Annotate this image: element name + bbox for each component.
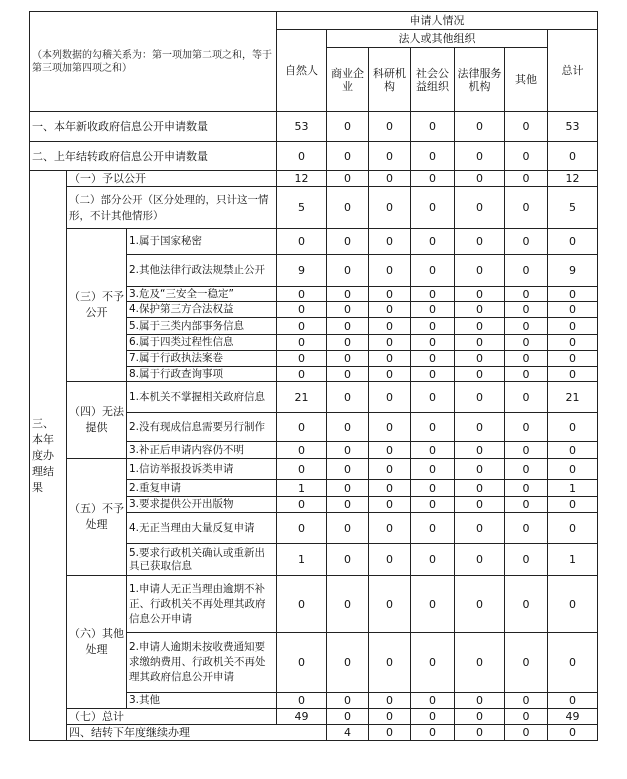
table-cell: 0 [369,413,411,442]
table-cell: 0 [327,442,369,459]
table-cell: 12 [277,171,327,187]
table-cell: 0 [505,480,548,497]
table-cell: 1 [548,544,598,576]
table-cell: 0 [411,351,455,367]
table-cell: 0 [505,576,548,633]
row-label: 3.其他 [127,693,277,709]
table-cell: 0 [411,187,455,229]
group-label: （五）不予处理 [67,459,127,576]
table-cell: 0 [327,171,369,187]
table-cell: 0 [505,544,548,576]
table-cell: 0 [277,302,327,318]
table-cell: 0 [277,335,327,351]
table-cell: 0 [369,709,411,725]
table-cell: 0 [369,382,411,413]
table-cell: 0 [369,351,411,367]
table-row [30,459,598,480]
table-cell: 0 [277,367,327,382]
table-cell: 0 [411,382,455,413]
table-cell: 49 [548,709,598,725]
table-cell: 0 [455,413,505,442]
table-cell: 0 [277,413,327,442]
row-label: （七）总计 [67,709,277,725]
table-cell: 0 [369,287,411,302]
table-cell: 0 [411,693,455,709]
table-cell: 0 [548,725,598,741]
row-label: 1.本机关不掌握相关政府信息 [127,382,277,413]
table-cell: 0 [505,633,548,693]
table-cell: 0 [327,318,369,335]
table-cell: 0 [327,413,369,442]
table-cell: 0 [411,413,455,442]
table-cell: 0 [548,302,598,318]
table-cell: 0 [411,544,455,576]
table-cell: 1 [277,480,327,497]
table-cell: 0 [327,576,369,633]
row-label: 一、本年新收政府信息公开申请数量 [30,112,277,142]
table-cell: 0 [548,351,598,367]
legal-org-header: 法人或其他组织 [327,30,548,48]
table-cell: 0 [369,497,411,513]
group-label: （四）无法提供 [67,382,127,459]
table-cell: 0 [411,112,455,142]
row-label: 1.信访举报投诉类申请 [127,459,277,480]
row-label: 二、上年结转政府信息公开申请数量 [30,142,277,171]
table-row [30,112,598,142]
table-cell: 0 [455,112,505,142]
table-cell: 0 [327,480,369,497]
table-cell: 0 [369,725,411,741]
table-cell: 53 [548,112,598,142]
table-row [30,229,598,255]
table-cell: 0 [505,693,548,709]
table-cell: 0 [327,693,369,709]
table-cell: 0 [277,693,327,709]
table-cell: 0 [369,229,411,255]
table-row [30,725,598,741]
table-cell: 0 [277,142,327,171]
table-cell: 0 [411,335,455,351]
row-label: 3.危及“三安全一稳定” [127,287,277,302]
table-cell: 0 [411,497,455,513]
table-cell: 0 [455,513,505,544]
table-cell: 0 [327,229,369,255]
table-cell: 0 [277,229,327,255]
table-cell: 0 [327,112,369,142]
table-cell: 0 [548,229,598,255]
row-label: 8.属于行政查询事项 [127,367,277,382]
table-cell: 0 [548,367,598,382]
table-cell: 0 [327,287,369,302]
table-cell: 0 [505,351,548,367]
table-cell: 0 [455,302,505,318]
table-row [30,709,598,725]
table-cell: 0 [505,318,548,335]
table-cell: 0 [505,335,548,351]
table-cell: 0 [455,576,505,633]
table-cell: 0 [369,302,411,318]
table-cell: 0 [455,442,505,459]
table-cell: 0 [411,576,455,633]
table-cell: 0 [369,112,411,142]
table-cell: 0 [548,633,598,693]
table-cell: 0 [277,442,327,459]
table-cell: 0 [455,693,505,709]
table-cell: 0 [505,287,548,302]
table-cell: 0 [369,459,411,480]
table-cell: 0 [505,413,548,442]
table-cell: 0 [548,287,598,302]
table-cell: 0 [369,633,411,693]
table-cell: 0 [455,459,505,480]
social-welfare-header: 社会公益组织 [411,48,455,112]
table-cell: 0 [505,255,548,287]
table-cell: 0 [548,413,598,442]
legal-service-header: 法律服务机构 [455,48,505,112]
row-label: 4.无正当理由大量反复申请 [127,513,277,544]
table-cell: 9 [548,255,598,287]
table-cell: 0 [369,171,411,187]
table-cell: 0 [411,442,455,459]
row-label: 四、结转下年度继续办理 [67,725,327,741]
table-cell: 12 [548,171,598,187]
table-cell: 0 [411,725,455,741]
information-disclosure-table [29,11,598,741]
relationship-note: （本列数据的勾稽关系为：第一项加第二项之和，等于第三项加第四项之和） [30,12,277,112]
table-cell: 0 [455,497,505,513]
natural-person-header: 自然人 [277,30,327,112]
table-row [30,576,598,633]
table-cell: 53 [277,112,327,142]
table-cell: 0 [327,255,369,287]
table-cell: 4 [327,725,369,741]
table-cell: 0 [548,335,598,351]
table-cell: 0 [548,442,598,459]
table-cell: 5 [548,187,598,229]
row-label: 6.属于四类过程性信息 [127,335,277,351]
table-cell: 0 [455,142,505,171]
table-cell: 0 [548,576,598,633]
table-cell: 0 [455,287,505,302]
table-cell: 0 [505,459,548,480]
row-label: 1.申请人无正当理由逾期不补正、行政机关不再处理其政府信息公开申请 [127,576,277,633]
table-cell: 0 [411,633,455,693]
table-cell: 0 [277,633,327,693]
table-cell: 0 [411,709,455,725]
total-header: 总计 [548,30,598,112]
table-cell: 0 [369,480,411,497]
row-label: 1.属于国家秘密 [127,229,277,255]
row-label: （二）部分公开（区分处理的，只计这一情形，不计其他情形） [67,187,277,229]
table-cell: 0 [411,513,455,544]
table-cell: 0 [411,302,455,318]
table-cell: 0 [505,442,548,459]
row-label: 7.属于行政执法案卷 [127,351,277,367]
table-cell: 1 [277,544,327,576]
table-cell: 0 [327,142,369,171]
table-cell: 0 [505,302,548,318]
table-row [30,171,598,187]
table-cell: 0 [327,187,369,229]
table-cell: 0 [505,709,548,725]
table-cell: 0 [369,255,411,287]
table-cell: 0 [327,459,369,480]
row-label: 4.保护第三方合法权益 [127,302,277,318]
table-cell: 0 [505,497,548,513]
table-cell: 0 [455,382,505,413]
table-cell: 21 [548,382,598,413]
table-cell: 0 [369,367,411,382]
table-cell: 0 [369,142,411,171]
table-cell: 0 [455,480,505,497]
table-cell: 9 [277,255,327,287]
table-cell: 0 [505,112,548,142]
other-header: 其他 [505,48,548,112]
table-cell: 0 [548,693,598,709]
table-cell: 0 [369,318,411,335]
table-cell: 0 [455,725,505,741]
table-cell: 21 [277,382,327,413]
table-cell: 0 [369,576,411,633]
table-cell: 0 [548,142,598,171]
row-label: 2.没有现成信息需要另行制作 [127,413,277,442]
table-cell: 0 [455,709,505,725]
commercial-enterprise-header: 商业企业 [327,48,369,112]
table-cell: 0 [505,382,548,413]
table-cell: 0 [411,142,455,171]
table-cell: 0 [505,367,548,382]
table-cell: 0 [327,633,369,693]
table-cell: 0 [411,367,455,382]
table-cell: 0 [327,367,369,382]
table-row [30,142,598,171]
row-label: 3.补正后申请内容仍不明 [127,442,277,459]
table-row [30,382,598,413]
table-cell: 0 [277,459,327,480]
table-cell: 0 [327,382,369,413]
table-row [30,187,598,229]
table-cell: 0 [369,513,411,544]
table-cell: 0 [548,318,598,335]
table-cell: 0 [455,367,505,382]
table-cell: 0 [277,513,327,544]
table-cell: 0 [548,497,598,513]
table-cell: 0 [455,335,505,351]
table-cell: 0 [455,187,505,229]
table-cell: 0 [411,459,455,480]
table-cell: 0 [455,171,505,187]
table-cell: 0 [369,187,411,229]
group-label: （六）其他处理 [67,576,127,709]
table-cell: 0 [369,693,411,709]
table-cell: 0 [411,229,455,255]
table-cell: 0 [455,229,505,255]
table-cell: 0 [505,187,548,229]
row-label: 5.属于三类内部事务信息 [127,318,277,335]
section3-label: 三、本年度办理结果 [30,171,67,741]
table-cell: 0 [327,497,369,513]
row-label: 5.要求行政机关确认或重新出具已获取信息 [127,544,277,576]
table-cell: 0 [277,287,327,302]
table-cell: 0 [548,459,598,480]
table-cell: 0 [455,351,505,367]
table-cell: 0 [411,171,455,187]
table-cell: 0 [411,287,455,302]
table-cell: 0 [505,171,548,187]
table-cell: 0 [411,318,455,335]
table-cell: 0 [369,335,411,351]
row-label: 2.其他法律行政法规禁止公开 [127,255,277,287]
table-cell: 0 [455,633,505,693]
table-cell: 0 [327,335,369,351]
table-cell: 0 [455,544,505,576]
table-cell: 0 [455,255,505,287]
table-cell: 0 [369,544,411,576]
table-cell: 0 [505,725,548,741]
table-cell: 0 [327,544,369,576]
table-cell: 5 [277,187,327,229]
table-cell: 1 [548,480,598,497]
applicant-situation-header: 申请人情况 [277,12,598,30]
table-cell: 0 [505,513,548,544]
table-cell: 0 [327,709,369,725]
table-cell: 0 [277,497,327,513]
group-label: （三）不予公开 [67,229,127,382]
table-cell: 0 [455,318,505,335]
table-cell: 0 [277,351,327,367]
table-cell: 0 [277,318,327,335]
table-cell: 0 [505,229,548,255]
row-label: 2.重复申请 [127,480,277,497]
row-label: 3.要求提供公开出版物 [127,497,277,513]
table-cell: 0 [548,513,598,544]
table-cell: 49 [277,709,327,725]
table-cell: 0 [327,351,369,367]
table-cell: 0 [327,302,369,318]
table-cell: 0 [327,513,369,544]
table-cell: 0 [411,255,455,287]
table-cell: 0 [369,442,411,459]
research-institution-header: 科研机构 [369,48,411,112]
row-label: 2.申请人逾期未按收费通知要求缴纳费用、行政机关不再处理其政府信息公开申请 [127,633,277,693]
table-cell: 0 [505,142,548,171]
row-label: （一）予以公开 [67,171,277,187]
table-cell: 0 [277,576,327,633]
table-cell: 0 [411,480,455,497]
